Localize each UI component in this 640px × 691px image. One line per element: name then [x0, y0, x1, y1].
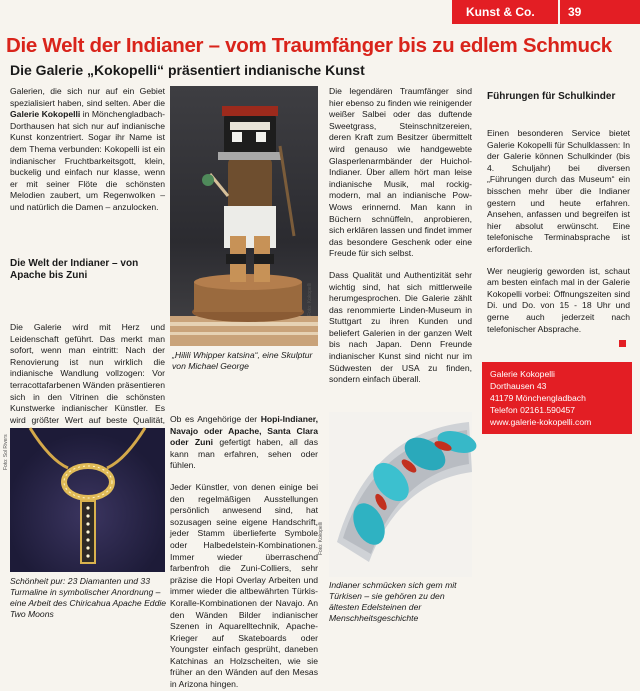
column-2-text	[170, 414, 318, 691]
heading-schulkinder: Führungen für Schulkinder	[487, 91, 616, 102]
heading-apache-zuni: Die Welt der Indianer – von Apache bis Zuni	[10, 258, 139, 281]
end-marker	[619, 340, 626, 347]
photo-credit: Foto: Kokopelli	[307, 282, 313, 316]
caption-bracelet: Indianer schmücken sich gem mit Türkisen – sie gehören zu den ältesten Edelsteinen der Menschheitsgeschichte	[329, 580, 457, 623]
page-number: 39	[560, 0, 640, 24]
city: 41179 Mönchengladbach	[490, 393, 586, 403]
address-box	[482, 362, 632, 434]
column-3-text	[329, 86, 472, 386]
kachina-photo	[170, 86, 318, 346]
paragraph: Ob es Angehörige der Hopi-Indianer, Navajo oder Apache, Santa Clara oder Zuni gefertigt haben, all das kann man erfahren, sehen oder fühlen.	[170, 414, 318, 471]
paragraph: Die Galerie wird mit Herz und Leidenschaft geführt. Das merkt man sofort, wenn man eintritt: Nach der Renovierung ist nun wirklich die indianische Wandlung vollzogen: Vor terracottafarbenen Wänden präsentieren sich in den Vitrinen die schönsten Kunstwerke indianischer Künstler. Es wird größter Wert auf beste Qualität,	[10, 322, 165, 425]
subhead: Die Galerie „Kokopelli“ präsentiert indianische Kunst	[10, 62, 365, 78]
paragraph: Galerien, die sich nur auf ein Gebiet spezialisiert haben, sind selten. Aber die Galerie Kokopelli in Mönchengladbach-Dorthausen hat sich nur auf indianische Kunst konzentriert. Sogar ihr Name ist dem Thema verbunden: Kokopelli ist ein indianischer Fruchtbarkeitsgott, klein, buckelig und einfach nur klasse, wenn er mit seiner Flöte die schönsten Melodien zaubert, um Regenwolken – und natürlich die Damen – anzulocken.	[10, 86, 165, 212]
gallery-name: Galerie Kokopelli	[490, 369, 555, 379]
headline: Die Welt der Indianer – vom Traumfänger bis zu edlem Schmuck	[6, 34, 612, 57]
necklace-photo	[10, 428, 165, 572]
paragraph: Wer neugierig geworden ist, schaut am besten einfach mal in der Galerie Kokopelli vorbei: Öffnungszeiten sind Di. und Do. von 15 - 18 Uhr und gerne auch jederzeit nach telefonischer Absprache.	[487, 265, 630, 334]
bracelet-photo	[329, 412, 472, 577]
photo-credit: Foto: Kokopelli	[318, 521, 324, 555]
column-1-text	[10, 86, 165, 214]
paragraph: Dass Qualität und Authentizität sehr wichtig sind, hat sich mittlerweile herumgesprochen. Die Galerie zählt das renommierte Linden-Museum in Stuttgart zu ihren Kunden und beliefert Galerien in der ganzen Welt bis nach Japan. Denn Freunde indianischer Kunst sind nicht nur im Südwesten der USA zu finden, sondern einfach überall.	[329, 269, 472, 385]
page-header	[452, 0, 640, 24]
section-label: Kunst & Co.	[452, 0, 558, 24]
caption-necklace: Schönheit pur: 23 Diamanten und 33 Turmaline in symbolischer Anordnung – eine Arbeit des Chiricahua Apache Eddie Two Moons	[10, 576, 167, 619]
website-link[interactable]: www.galerie-kokopelli.com	[490, 417, 592, 427]
phone: Telefon 02161.590457	[490, 405, 576, 415]
street: Dorthausen 43	[490, 381, 547, 391]
caption-kachina: „Hilili Whipper katsina“, eine Skulptur von Michael George	[172, 350, 313, 371]
paragraph: Die legendären Traumfänger sind hier ebenso zu finden wie reinigender weißer Salbei oder das duftende Sweetgrass, Steinschnitzereien, deren Kraft zum Besitzer übermittelt wird genauso wie handgewebte Glasperlenarmbänder der Huichol-Indianer. Über allem hört man leise indianische Musik, mal rockig-modern, mal an indianische Pow-Wows erinnernd. Man kann in Büchern schnüffeln, anprobieren, sich erklären lassen und findet immer das besondere Geschenk oder eine Freude für sich selbst.	[329, 86, 472, 259]
paragraph: Jeder Künstler, von denen einige bei den regelmäßigen Ausstellungen persönlich anwesend sind, hat sozusagen seine eigene Handschrift, jeder Stamm überlieferte Symbole oder Halbedelstein-Kombinationen. Immer wieder überraschend farbenfroh die Zuni-Colliers, sehr präzise die Hopi Overlay Arbeiten und immer wieder die altbewährten Türkis-Koralle-Kombinationen der Navajo. An den Wänden Bilder indianischer Szenen in Aquarelltechnik, Apache-Krieger auf Skateboards oder Youngster einfach gesprüht, daneben Katchinas an Holzscheiten, wie sie früher an den Wänden auf den Mesas in Arizona hingen.	[170, 481, 318, 690]
photo-credit: Foto: Sol Rivers	[3, 434, 9, 470]
paragraph: Einen besonderen Service bietet Galerie Kokopelli für Schulklassen: In der Galerie können Schulkinder (bis 4. Schuljahr) bei diversen „Führungen durch das Museum“ ein bisschen mehr über die Indianer gestern und heute erfahren. Ansehen, anfassen und begreifen ist hier absolut erwünscht. Eine telefonische Terminabsprache ist erforderlich.	[487, 128, 630, 254]
column-4-text	[487, 128, 630, 335]
